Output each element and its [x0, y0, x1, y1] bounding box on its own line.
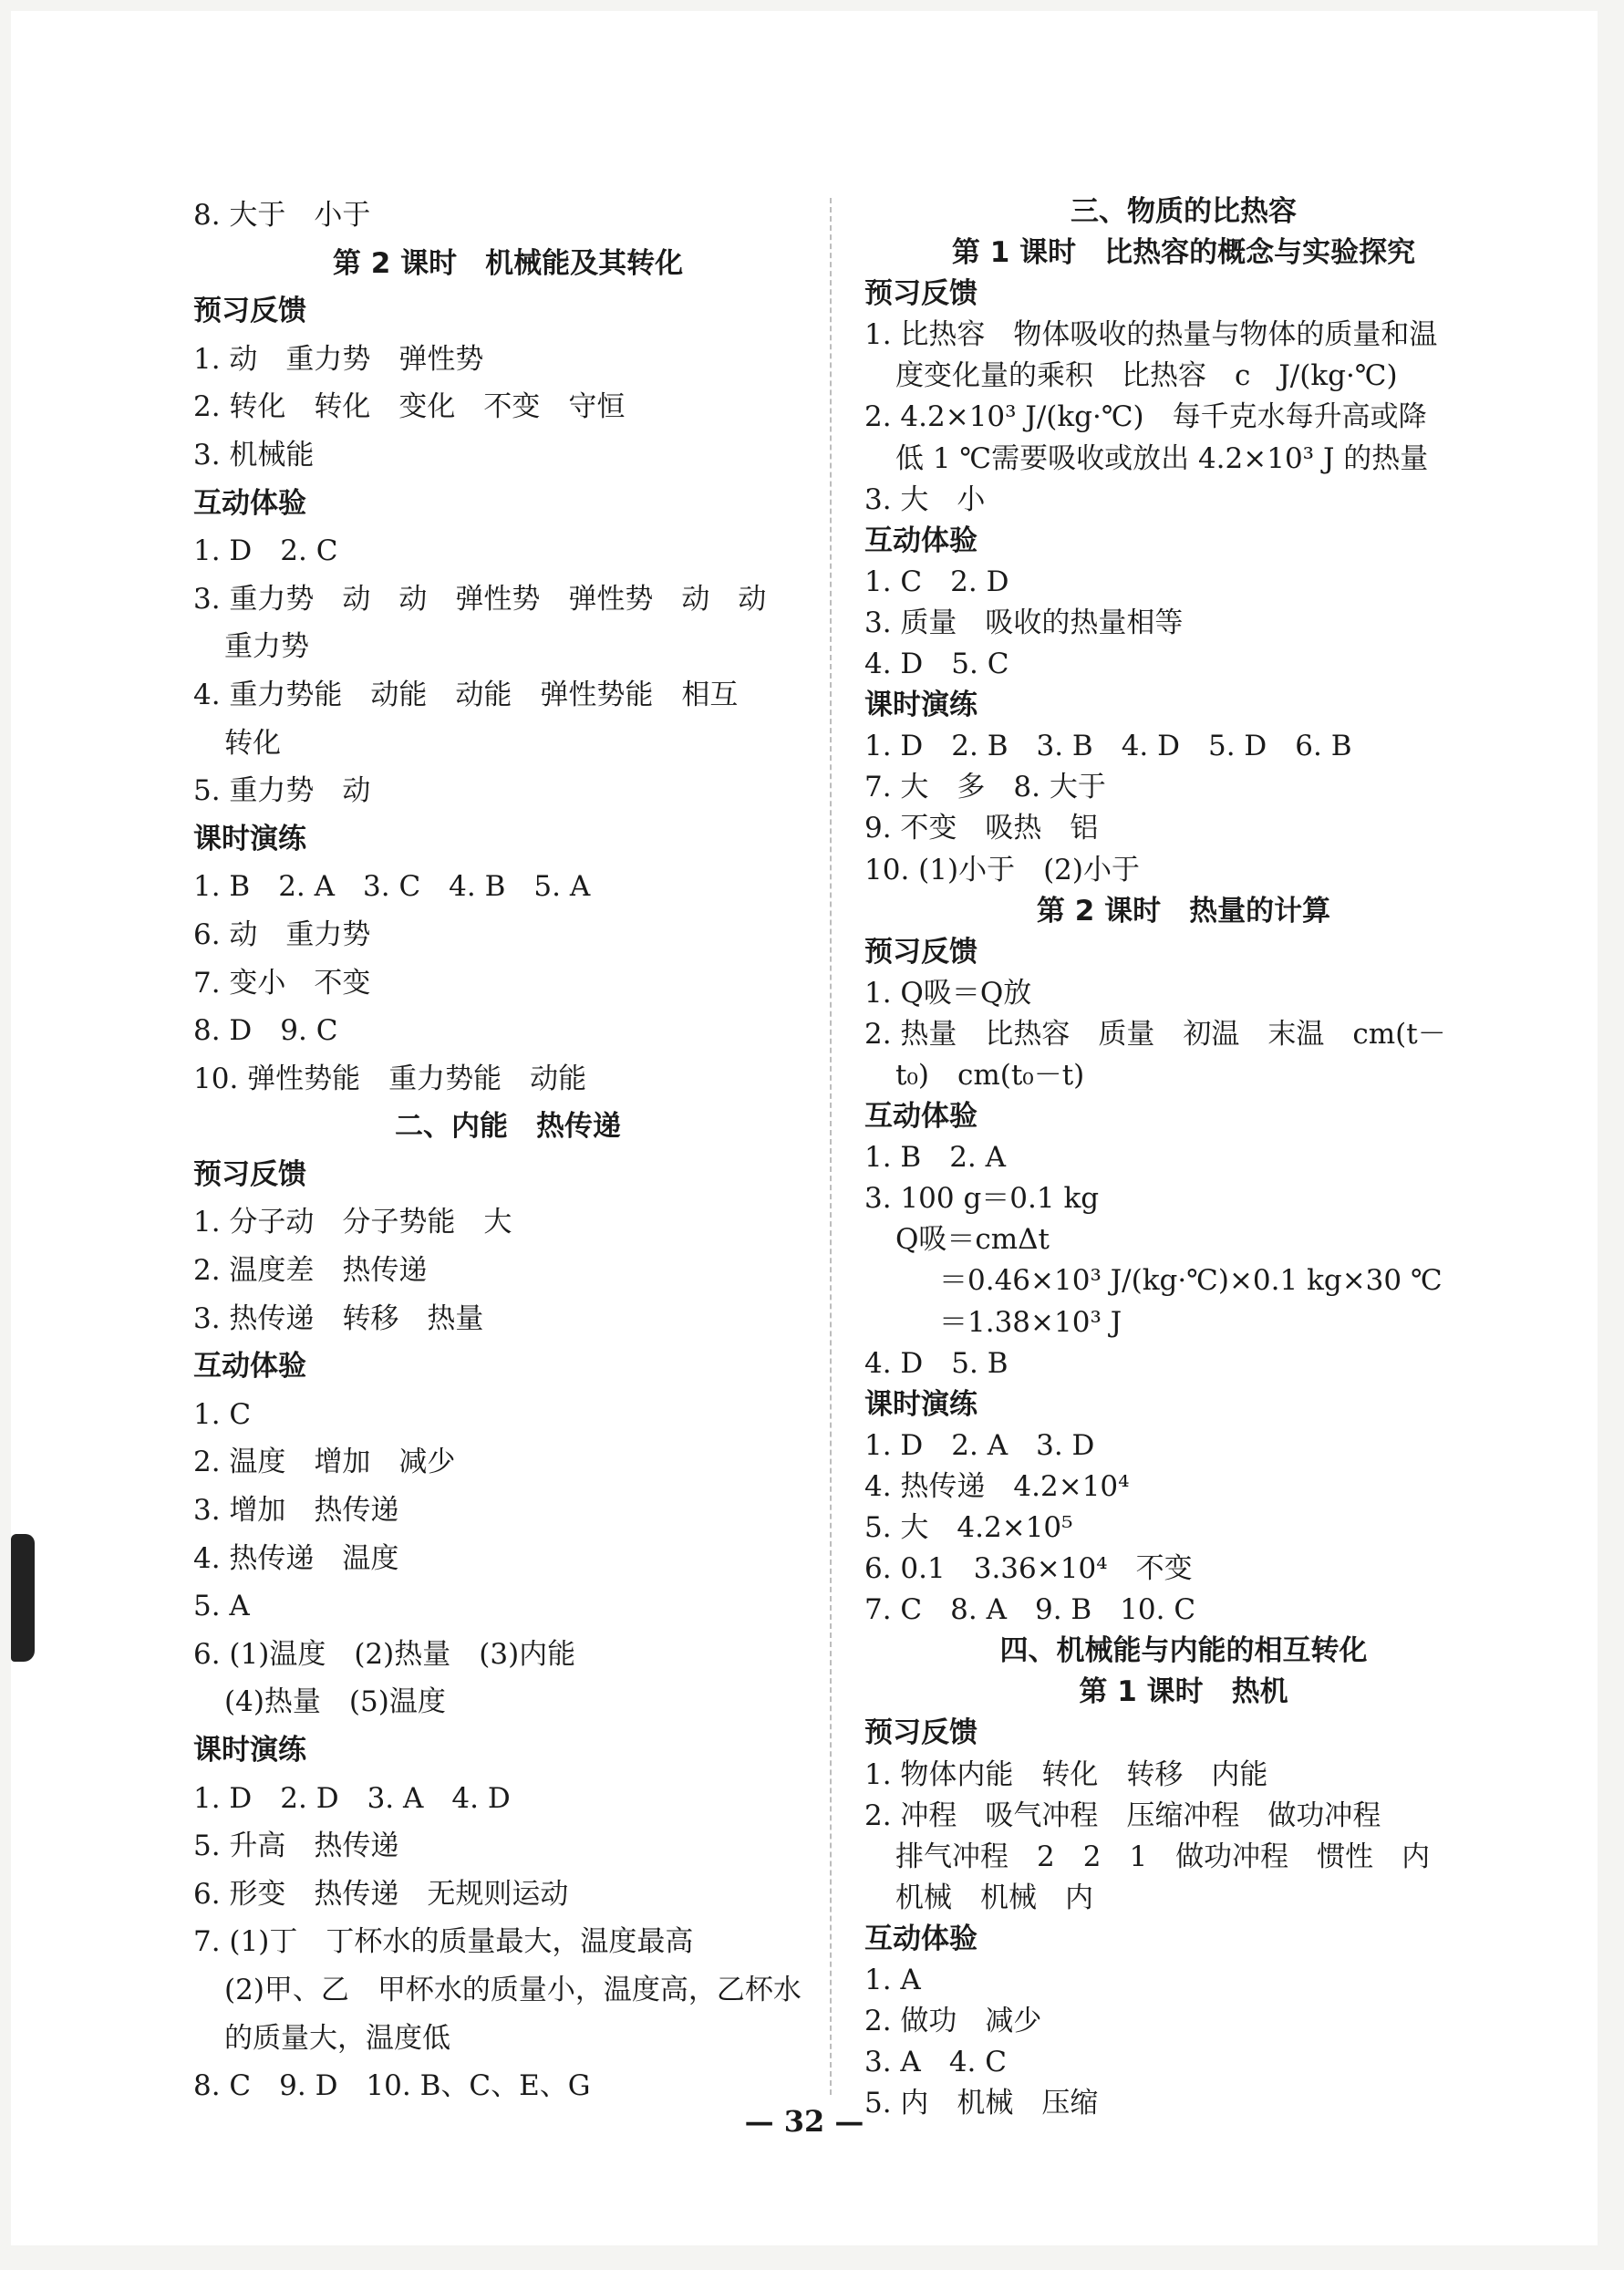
answer-line: 8. 大于 小于: [193, 199, 371, 232]
answer-continuation: 低 1 ℃需要吸收或放出 4.2×10³ J 的热量: [895, 441, 1429, 475]
section-heading: 预习反馈: [864, 935, 978, 969]
answer-continuation: 排气冲程 2 2 1 做功冲程 惯性 内: [895, 1840, 1431, 1873]
answer-line: 1. C: [193, 1397, 252, 1431]
answer-line: 5. 重力势 动: [193, 774, 371, 808]
answer-line: 1. 比热容 物体吸收的热量与物体的质量和温: [864, 318, 1438, 352]
answer-line: 6. 形变 热传递 无规则运动: [193, 1877, 569, 1911]
answer-continuation: (2)甲、乙 甲杯水的质量小，温度高，乙杯水: [224, 1973, 802, 2006]
answer-continuation: (4)热量 (5)温度: [224, 1685, 446, 1719]
section-title: 二、内能 热传递: [395, 1110, 621, 1144]
answer-continuation: t₀) cm(t₀－t): [895, 1058, 1085, 1092]
answer-line: 2. 4.2×10³ J/(kg·℃) 每千克水每升高或降: [864, 400, 1427, 434]
answer-line: 7. 大 多 8. 大于: [864, 771, 1106, 804]
answer-continuation: ＝1.38×10³ J: [939, 1305, 1122, 1339]
answer-line: 5. 大 4.2×10⁵: [864, 1511, 1073, 1544]
answer-line: 9. 不变 吸热 铝: [864, 812, 1099, 845]
left-column: [193, 192, 822, 2110]
column-divider: [830, 198, 832, 2095]
section-heading: 课时演练: [864, 1387, 978, 1421]
answer-line: 1. D 2. D 3. A 4. D: [193, 1781, 511, 1815]
answer-line: 1. 物体内能 转化 转移 内能: [864, 1757, 1268, 1791]
answer-line: 1. 动 重力势 弹性势: [193, 342, 484, 376]
answer-line: 7. 变小 不变: [193, 966, 371, 1000]
answer-line: 2. 冲程 吸气冲程 压缩冲程 做功冲程: [864, 1798, 1381, 1832]
answer-line: 1. B 2. A: [864, 1141, 1007, 1175]
answer-continuation: 的质量大，温度低: [224, 2021, 450, 2055]
section-title: 第 2 课时 热量的计算: [1036, 894, 1331, 928]
answer-line: 8. C 9. D 10. B、C、E、G: [193, 2069, 591, 2103]
answer-line: 8. D 9. C: [193, 1014, 338, 1048]
section-title: 三、物质的比热容: [1071, 195, 1297, 228]
section-title: 第 2 课时 机械能及其转化: [332, 246, 684, 280]
answer-line: 1. D 2. B 3. B 4. D 5. D 6. B: [864, 730, 1352, 763]
answer-line: 3. 机械能: [193, 438, 315, 472]
answer-line: 1. 分子动 分子势能 大: [193, 1206, 512, 1239]
answer-line: 2. 温度 增加 减少: [193, 1446, 456, 1479]
section-heading: 课时演练: [864, 689, 978, 722]
answer-line: 10. (1)小于 (2)小于: [864, 853, 1140, 886]
answer-line: 7. C 8. A 9. B 10. C: [864, 1593, 1196, 1627]
right-column: [864, 192, 1503, 2124]
answer-line: 4. D 5. B: [864, 1346, 1009, 1380]
answer-line: 6. 动 重力势: [193, 917, 371, 951]
answer-line: 1. D 2. A 3. D: [864, 1428, 1095, 1462]
answer-line: 1. D 2. C: [193, 534, 338, 568]
answer-continuation: 转化: [224, 726, 281, 760]
answer-line: 2. 转化 转化 变化 不变 守恒: [193, 390, 626, 424]
section-title: 四、机械能与内能的相互转化: [999, 1634, 1368, 1668]
answer-line: 5. 内 机械 压缩: [864, 2087, 1099, 2120]
answer-line: 3. 大 小: [864, 482, 986, 516]
answer-line: 3. 增加 热传递: [193, 1494, 399, 1528]
answer-line: 6. (1)温度 (2)热量 (3)内能: [193, 1637, 576, 1671]
answer-line: 3. 100 g＝0.1 kg: [864, 1182, 1100, 1216]
answer-continuation: 度变化量的乘积 比热容 c J/(kg·℃): [895, 359, 1398, 393]
section-heading: 预习反馈: [864, 1716, 978, 1750]
answer-continuation: ＝0.46×10³ J/(kg·℃)×0.1 kg×30 ℃: [939, 1264, 1443, 1298]
answer-line: 4. 重力势能 动能 动能 弹性势能 相互: [193, 678, 739, 711]
answer-continuation: 机械 机械 内: [895, 1881, 1093, 1914]
answer-line: 5. 升高 热传递: [193, 1829, 399, 1863]
answer-line: 1. Q吸＝Q放: [864, 976, 1032, 1010]
scan-smudge: [11, 1534, 35, 1662]
answer-line: 1. C 2. D: [864, 565, 1009, 598]
answer-line: 3. 重力势 动 动 弹性势 弹性势 动 动: [193, 582, 767, 616]
answer-line: 4. D 5. C: [864, 648, 1009, 681]
section-heading: 课时演练: [193, 822, 306, 855]
answer-line: 3. 热传递 转移 热量: [193, 1301, 484, 1335]
answer-line: 6. 0.1 3.36×10⁴ 不变: [864, 1552, 1193, 1586]
answer-line: 4. 热传递 4.2×10⁴: [864, 1469, 1130, 1503]
answer-line: 2. 做功 减少: [864, 2005, 1042, 2038]
answer-line: 1. A: [864, 1964, 921, 1997]
section-heading: 互动体验: [864, 523, 978, 557]
answer-line: 7. (1)丁 丁杯水的质量最大，温度最高: [193, 1925, 694, 1959]
section-heading: 预习反馈: [193, 295, 306, 328]
section-heading: 课时演练: [193, 1734, 306, 1767]
section-heading: 预习反馈: [193, 1157, 306, 1191]
answer-continuation: Q吸＝cmΔt: [895, 1223, 1050, 1257]
section-heading: 互动体验: [864, 1922, 978, 1955]
answer-line: 2. 热量 比热容 质量 初温 末温 cm(t－: [864, 1017, 1446, 1051]
section-heading: 互动体验: [864, 1100, 978, 1134]
answer-line: 2. 温度差 热传递: [193, 1254, 428, 1288]
section-heading: 互动体验: [193, 1350, 306, 1384]
section-heading: 互动体验: [193, 486, 306, 520]
answer-line: 4. 热传递 温度: [193, 1541, 399, 1575]
answer-line: 1. B 2. A 3. C 4. B 5. A: [193, 870, 591, 904]
answer-line: 5. A: [193, 1590, 250, 1623]
answer-line: 3. A 4. C: [864, 2046, 1007, 2079]
section-title: 第 1 课时 比热容的概念与实验探究: [951, 236, 1416, 270]
answer-line: 3. 质量 吸收的热量相等: [864, 606, 1184, 639]
answer-line: 10. 弹性势能 重力势能 动能: [193, 1062, 587, 1095]
answer-continuation: 重力势: [224, 630, 309, 664]
section-heading: 预习反馈: [864, 277, 978, 311]
page-number: — 32 —: [744, 2104, 864, 2139]
answer-page: [11, 11, 1598, 2245]
section-title: 第 1 课时 热机: [1079, 1675, 1288, 1709]
